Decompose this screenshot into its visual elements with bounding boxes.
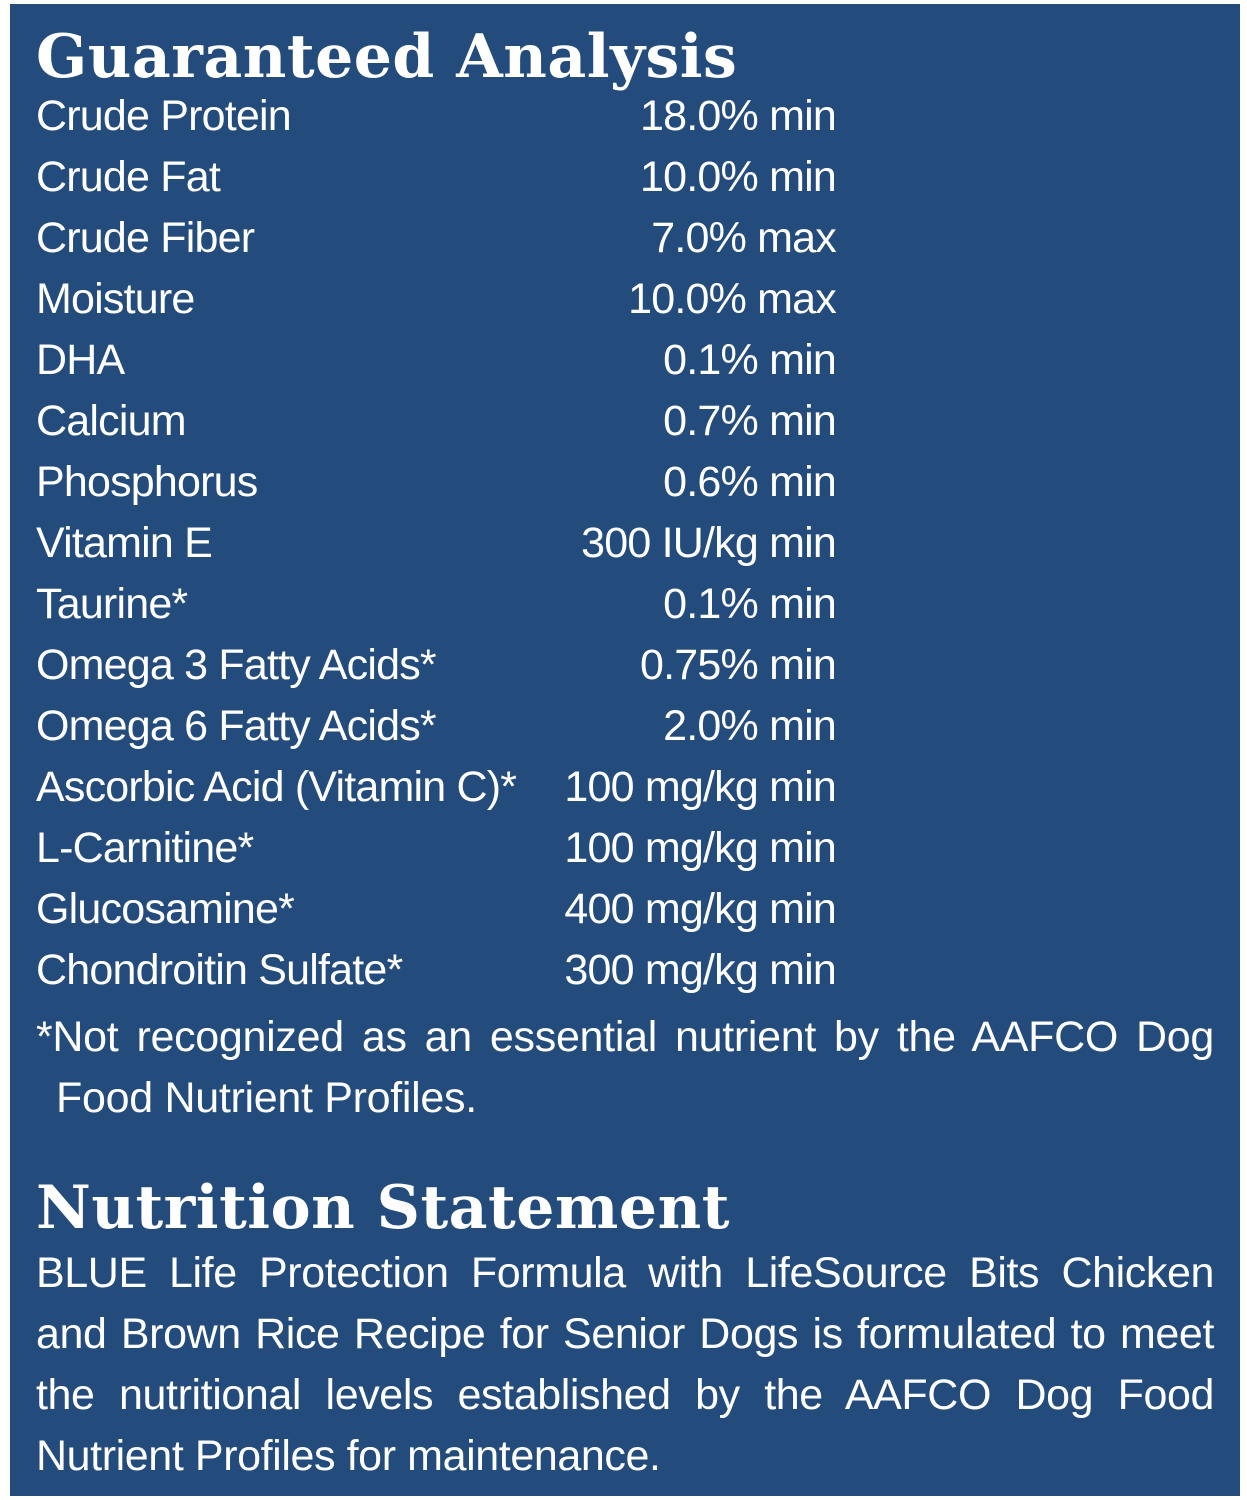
analysis-row: [36, 763, 1214, 824]
nutrient-value: 10.0% max: [628, 275, 836, 323]
nutrient-name: Ascorbic Acid (Vitamin C)*: [36, 763, 517, 811]
nutrient-value: 100 mg/kg min: [564, 824, 836, 872]
analysis-row: [36, 641, 1214, 702]
aafco-footnote: *Not recognized as an essential nutrient by the AAFCO Dog Food Nutrient Profiles.: [36, 1013, 1214, 1122]
analysis-row: [36, 458, 1214, 519]
nutrient-name: Phosphorus: [36, 458, 258, 506]
nutrient-name: DHA: [36, 336, 125, 384]
analysis-row: [36, 214, 1214, 275]
analysis-row: [36, 397, 1214, 458]
nutrient-name: Calcium: [36, 397, 186, 445]
nutrient-value: 400 mg/kg min: [564, 885, 836, 933]
nutrient-name: L-Carnitine*: [36, 824, 254, 872]
nutrient-value: 0.6% min: [663, 458, 836, 506]
nutrition-statement-title: Nutrition Statement: [36, 1173, 730, 1243]
nutrient-name: Moisture: [36, 275, 195, 323]
nutrient-value: 100 mg/kg min: [564, 763, 836, 811]
analysis-row: [36, 519, 1214, 580]
nutrient-name: Crude Fat: [36, 153, 220, 201]
analysis-row: [36, 153, 1214, 214]
nutrient-name: Taurine*: [36, 580, 188, 628]
nutrition-panel: [10, 4, 1240, 1496]
nutrient-name: Glucosamine*: [36, 885, 295, 933]
analysis-row: [36, 946, 1214, 1007]
guaranteed-analysis-title: Guaranteed Analysis: [36, 22, 738, 92]
analysis-row: [36, 336, 1214, 397]
analysis-row: [36, 702, 1214, 763]
nutrient-value: 0.7% min: [663, 397, 836, 445]
analysis-row: [36, 824, 1214, 885]
nutrient-value: 18.0% min: [640, 92, 836, 140]
analysis-row: [36, 885, 1214, 946]
nutrient-value: 300 mg/kg min: [564, 946, 836, 994]
guaranteed-analysis-list: [36, 92, 1214, 1007]
nutrient-name: Crude Protein: [36, 92, 291, 140]
nutrient-name: Omega 6 Fatty Acids*: [36, 702, 436, 750]
nutrient-value: 0.1% min: [663, 336, 836, 384]
analysis-row: [36, 580, 1214, 641]
nutrient-name: Chondroitin Sulfate*: [36, 946, 403, 994]
nutrient-value: 2.0% min: [663, 702, 836, 750]
nutrient-value: 0.75% min: [640, 641, 836, 689]
nutrient-value: 10.0% min: [640, 153, 836, 201]
nutrient-value: 300 IU/kg min: [581, 519, 836, 567]
nutrition-statement-text: BLUE Life Protection Formula with LifeSource Bits Chicken and Brown Rice Recipe for Senior Dogs is formulated to meet the nutritional levels established by the AAFCO Dog Food Nutrient Profiles for maintenance.: [36, 1249, 1214, 1480]
analysis-row: [36, 92, 1214, 153]
analysis-row: [36, 275, 1214, 336]
nutrient-value: 0.1% min: [663, 580, 836, 628]
nutrient-value: 7.0% max: [651, 214, 836, 262]
nutrient-name: Omega 3 Fatty Acids*: [36, 641, 436, 689]
nutrient-name: Crude Fiber: [36, 214, 255, 262]
nutrient-name: Vitamin E: [36, 519, 213, 567]
